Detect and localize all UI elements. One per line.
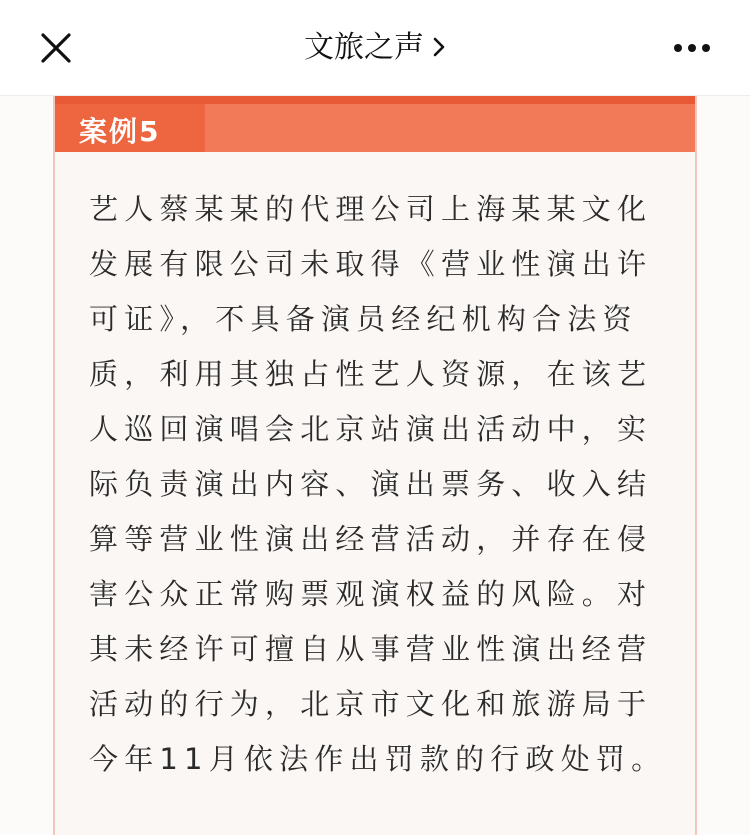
text-line: 际负责演出内容、演出票务、收入结 xyxy=(89,467,653,501)
text-line: 艺人蔡某某的代理公司上海某某文化 xyxy=(89,192,653,226)
account-title-link[interactable] xyxy=(0,28,750,69)
case-label: 案例5 xyxy=(79,115,161,148)
text-line: 其未经许可擅自从事营业性演出经营 xyxy=(89,632,653,666)
header-stripe xyxy=(55,96,695,104)
more-options-button[interactable] xyxy=(670,30,714,66)
text-line: 可证》，不具备演员经纪机构合法资 xyxy=(89,302,638,336)
chevron-right-icon xyxy=(432,29,446,69)
text-line: 活动的行为，北京市文化和旅游局于 xyxy=(89,687,653,721)
article-content xyxy=(0,96,750,835)
case-card-header xyxy=(55,96,695,152)
account-name: 文旅之声 xyxy=(304,30,424,65)
text-line: 害公众正常购票观演权益的风险。对 xyxy=(89,577,653,611)
text-line: 质，利用其独占性艺人资源，在该艺 xyxy=(89,357,653,391)
text-line: 今年11月依法作出罚款的行政处罚。 xyxy=(89,742,667,776)
text-line: 算等营业性演出经营活动，并存在侵 xyxy=(89,522,653,556)
case-card xyxy=(53,96,697,835)
case-tag xyxy=(55,104,205,152)
more-dots-icon xyxy=(670,30,714,66)
text-line: 人巡回演唱会北京站演出活动中，实 xyxy=(89,412,653,446)
text-line: 发展有限公司未取得《营业性演出许 xyxy=(89,247,653,281)
case-description xyxy=(89,182,665,787)
top-nav-bar xyxy=(0,0,750,96)
